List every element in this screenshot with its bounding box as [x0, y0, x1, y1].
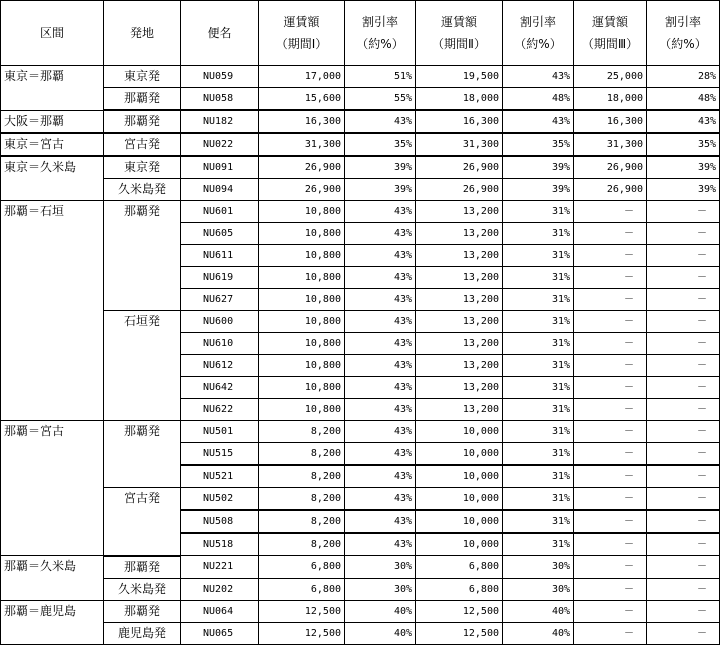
route-cell: 東京＝那覇 — [1, 66, 104, 111]
fare-period-3-cell: 26,900 — [574, 156, 647, 179]
origin-cell: 那覇発 — [104, 201, 181, 311]
flight-cell: NU065 — [181, 622, 259, 644]
rate-period-2-cell: 43% — [503, 110, 574, 133]
route-cell: 那覇＝石垣 — [1, 201, 104, 421]
rate-period-2-cell: 31% — [503, 488, 574, 511]
fare-period-1-cell: 16,300 — [259, 110, 345, 133]
rate-period-1-cell: 40% — [345, 600, 416, 622]
rate-period-2-cell: 40% — [503, 600, 574, 622]
fare-period-1-cell: 17,000 — [259, 66, 345, 88]
rate-period-2-cell: 40% — [503, 622, 574, 644]
header-route: 区間 — [1, 1, 104, 66]
fare-period-1-cell: 26,900 — [259, 156, 345, 179]
rate-period-2-cell: 31% — [503, 267, 574, 289]
fare-period-3-cell: － — [574, 267, 647, 289]
flight-cell: NU202 — [181, 578, 259, 600]
origin-cell: 那覇発 — [104, 88, 181, 111]
fare-period-3-cell: － — [574, 223, 647, 245]
flight-cell: NU058 — [181, 88, 259, 111]
flight-cell: NU508 — [181, 510, 259, 533]
rate-period-3-cell: 39% — [647, 179, 720, 201]
flight-cell: NU091 — [181, 156, 259, 179]
flight-cell: NU605 — [181, 223, 259, 245]
route-cell: 那覇＝久米島 — [1, 556, 104, 601]
fare-period-3-cell: 26,900 — [574, 179, 647, 201]
rate-period-3-cell: － — [647, 289, 720, 311]
fare-period-2-cell: 16,300 — [416, 110, 503, 133]
rate-period-3-cell: － — [647, 399, 720, 421]
rate-period-1-cell: 30% — [345, 556, 416, 579]
rate-period-2-cell: 31% — [503, 421, 574, 443]
rate-period-1-cell: 43% — [345, 267, 416, 289]
fare-period-1-cell: 26,900 — [259, 179, 345, 201]
header-fare-period-2: 運賃額 （期間Ⅱ） — [416, 1, 503, 66]
fare-period-3-cell: － — [574, 578, 647, 600]
rate-period-1-cell: 43% — [345, 421, 416, 443]
rate-period-3-cell: 43% — [647, 110, 720, 133]
flight-cell: NU064 — [181, 600, 259, 622]
origin-cell: 那覇発 — [104, 600, 181, 622]
fare-period-1-cell: 6,800 — [259, 578, 345, 600]
rate-period-1-cell: 43% — [345, 201, 416, 223]
fare-period-3-cell: － — [574, 311, 647, 333]
rate-period-2-cell: 31% — [503, 245, 574, 267]
header-rate-period-1: 割引率 （約%） — [345, 1, 416, 66]
fare-period-3-cell: － — [574, 399, 647, 421]
fare-period-2-cell: 13,200 — [416, 201, 503, 223]
table-row — [1, 88, 720, 111]
flight-cell: NU622 — [181, 399, 259, 421]
flight-cell: NU601 — [181, 201, 259, 223]
fare-period-3-cell: 18,000 — [574, 88, 647, 111]
fare-period-3-cell: － — [574, 533, 647, 556]
fare-period-1-cell: 8,200 — [259, 533, 345, 556]
rate-period-3-cell: 39% — [647, 156, 720, 179]
origin-cell: 久米島発 — [104, 578, 181, 600]
rate-period-1-cell: 43% — [345, 289, 416, 311]
fare-period-1-cell: 10,800 — [259, 245, 345, 267]
rate-period-3-cell: － — [647, 223, 720, 245]
fare-period-3-cell: － — [574, 600, 647, 622]
fare-period-3-cell: － — [574, 421, 647, 443]
table-row — [1, 133, 720, 156]
rate-period-3-cell: 28% — [647, 66, 720, 88]
table-row — [1, 556, 720, 579]
fare-period-1-cell: 6,800 — [259, 556, 345, 579]
rate-period-2-cell: 31% — [503, 311, 574, 333]
fare-period-3-cell: － — [574, 443, 647, 466]
rate-period-1-cell: 43% — [345, 443, 416, 466]
fare-period-3-cell: 25,000 — [574, 66, 647, 88]
fare-period-1-cell: 8,200 — [259, 443, 345, 466]
rate-period-3-cell: 35% — [647, 133, 720, 156]
table-row — [1, 488, 720, 511]
rate-period-3-cell: － — [647, 245, 720, 267]
fare-period-1-cell: 10,800 — [259, 267, 345, 289]
rate-period-1-cell: 40% — [345, 622, 416, 644]
fare-period-2-cell: 6,800 — [416, 578, 503, 600]
rate-period-2-cell: 31% — [503, 289, 574, 311]
flight-cell: NU501 — [181, 421, 259, 443]
fare-period-3-cell: － — [574, 510, 647, 533]
fare-period-3-cell: － — [574, 289, 647, 311]
rate-period-2-cell: 31% — [503, 223, 574, 245]
rate-period-1-cell: 43% — [345, 355, 416, 377]
fare-period-3-cell: － — [574, 556, 647, 579]
rate-period-3-cell: － — [647, 377, 720, 399]
fare-period-2-cell: 13,200 — [416, 267, 503, 289]
rate-period-3-cell: － — [647, 465, 720, 488]
rate-period-3-cell: － — [647, 201, 720, 223]
rate-period-1-cell: 43% — [345, 245, 416, 267]
fare-period-2-cell: 26,900 — [416, 156, 503, 179]
fare-period-1-cell: 31,300 — [259, 133, 345, 156]
flight-cell: NU502 — [181, 488, 259, 511]
table-row — [1, 578, 720, 600]
fare-period-1-cell: 10,800 — [259, 333, 345, 355]
rate-period-2-cell: 35% — [503, 133, 574, 156]
fare-period-2-cell: 13,200 — [416, 223, 503, 245]
fare-period-2-cell: 13,200 — [416, 333, 503, 355]
fare-period-3-cell: － — [574, 622, 647, 644]
fare-period-2-cell: 19,500 — [416, 66, 503, 88]
rate-period-3-cell: － — [647, 510, 720, 533]
rate-period-2-cell: 31% — [503, 333, 574, 355]
fare-period-2-cell: 13,200 — [416, 289, 503, 311]
origin-cell: 東京発 — [104, 66, 181, 88]
rate-period-1-cell: 43% — [345, 110, 416, 133]
fare-period-1-cell: 8,200 — [259, 465, 345, 488]
rate-period-2-cell: 31% — [503, 355, 574, 377]
fare-period-2-cell: 10,000 — [416, 533, 503, 556]
fare-period-1-cell: 8,200 — [259, 488, 345, 511]
fare-period-2-cell: 12,500 — [416, 622, 503, 644]
fare-period-2-cell: 13,200 — [416, 355, 503, 377]
route-cell: 那覇＝宮古 — [1, 421, 104, 556]
rate-period-3-cell: － — [647, 622, 720, 644]
rate-period-2-cell: 31% — [503, 533, 574, 556]
rate-period-1-cell: 43% — [345, 333, 416, 355]
fare-period-3-cell: 16,300 — [574, 110, 647, 133]
fare-period-3-cell: － — [574, 245, 647, 267]
header-fare-period-1: 運賃額 （期間Ⅰ） — [259, 1, 345, 66]
rate-period-1-cell: 43% — [345, 533, 416, 556]
table-row — [1, 179, 720, 201]
rate-period-3-cell: － — [647, 600, 720, 622]
fare-period-1-cell: 10,800 — [259, 355, 345, 377]
rate-period-1-cell: 43% — [345, 311, 416, 333]
fare-period-1-cell: 12,500 — [259, 600, 345, 622]
fare-period-3-cell: － — [574, 355, 647, 377]
fare-period-2-cell: 13,200 — [416, 399, 503, 421]
header-rate-period-3: 割引率 （約%） — [647, 1, 720, 66]
flight-cell: NU094 — [181, 179, 259, 201]
flight-cell: NU611 — [181, 245, 259, 267]
fare-period-3-cell: 31,300 — [574, 133, 647, 156]
rate-period-1-cell: 43% — [345, 223, 416, 245]
fare-period-2-cell: 6,800 — [416, 556, 503, 579]
origin-cell: 那覇発 — [104, 421, 181, 488]
rate-period-3-cell: 48% — [647, 88, 720, 111]
table-row — [1, 421, 720, 443]
header-rate-period-2: 割引率 （約%） — [503, 1, 574, 66]
origin-cell: 東京発 — [104, 156, 181, 179]
fare-period-1-cell: 12,500 — [259, 622, 345, 644]
fare-period-1-cell: 8,200 — [259, 421, 345, 443]
fare-period-1-cell: 10,800 — [259, 201, 345, 223]
origin-cell: 久米島発 — [104, 179, 181, 201]
header-fare-period-3: 運賃額 （期間Ⅲ） — [574, 1, 647, 66]
flight-cell: NU619 — [181, 267, 259, 289]
fare-period-1-cell: 10,800 — [259, 289, 345, 311]
table-row — [1, 201, 720, 223]
flight-cell: NU610 — [181, 333, 259, 355]
origin-cell: 那覇発 — [104, 556, 181, 579]
fare-period-1-cell: 10,800 — [259, 399, 345, 421]
rate-period-3-cell: － — [647, 267, 720, 289]
fare-period-2-cell: 10,000 — [416, 421, 503, 443]
rate-period-2-cell: 39% — [503, 156, 574, 179]
rate-period-1-cell: 30% — [345, 578, 416, 600]
rate-period-2-cell: 39% — [503, 179, 574, 201]
rate-period-1-cell: 43% — [345, 377, 416, 399]
rate-period-3-cell: － — [647, 578, 720, 600]
origin-cell: 鹿児島発 — [104, 622, 181, 644]
rate-period-1-cell: 43% — [345, 399, 416, 421]
rate-period-1-cell: 55% — [345, 88, 416, 111]
rate-period-2-cell: 31% — [503, 465, 574, 488]
rate-period-3-cell: － — [647, 311, 720, 333]
fare-period-2-cell: 12,500 — [416, 600, 503, 622]
rate-period-2-cell: 31% — [503, 377, 574, 399]
rate-period-3-cell: － — [647, 533, 720, 556]
fare-period-3-cell: － — [574, 201, 647, 223]
header-origin: 発地 — [104, 1, 181, 66]
fare-period-2-cell: 18,000 — [416, 88, 503, 111]
rate-period-2-cell: 48% — [503, 88, 574, 111]
rate-period-3-cell: － — [647, 355, 720, 377]
rate-period-3-cell: － — [647, 333, 720, 355]
rate-period-2-cell: 30% — [503, 556, 574, 579]
rate-period-1-cell: 39% — [345, 179, 416, 201]
route-cell: 東京＝宮古 — [1, 133, 104, 156]
rate-period-2-cell: 30% — [503, 578, 574, 600]
fare-period-3-cell: － — [574, 377, 647, 399]
fare-period-2-cell: 13,200 — [416, 311, 503, 333]
table-row — [1, 66, 720, 88]
flight-cell: NU518 — [181, 533, 259, 556]
table-row — [1, 600, 720, 622]
rate-period-1-cell: 51% — [345, 66, 416, 88]
rate-period-1-cell: 43% — [345, 510, 416, 533]
rate-period-3-cell: － — [647, 443, 720, 466]
rate-period-2-cell: 31% — [503, 443, 574, 466]
table-row — [1, 156, 720, 179]
flight-cell: NU627 — [181, 289, 259, 311]
fare-period-1-cell: 10,800 — [259, 377, 345, 399]
header-flight: 便名 — [181, 1, 259, 66]
rate-period-2-cell: 31% — [503, 399, 574, 421]
rate-period-2-cell: 43% — [503, 66, 574, 88]
rate-period-3-cell: － — [647, 488, 720, 511]
fare-period-1-cell: 10,800 — [259, 311, 345, 333]
flight-cell: NU182 — [181, 110, 259, 133]
rate-period-1-cell: 43% — [345, 488, 416, 511]
table-row — [1, 110, 720, 133]
route-cell: 大阪＝那覇 — [1, 110, 104, 133]
fare-period-1-cell: 10,800 — [259, 223, 345, 245]
fare-period-2-cell: 13,200 — [416, 377, 503, 399]
origin-cell: 那覇発 — [104, 110, 181, 133]
fare-period-3-cell: － — [574, 488, 647, 511]
route-cell: 東京＝久米島 — [1, 156, 104, 201]
origin-cell: 石垣発 — [104, 311, 181, 421]
rate-period-2-cell: 31% — [503, 510, 574, 533]
fare-period-2-cell: 10,000 — [416, 488, 503, 511]
fare-period-2-cell: 10,000 — [416, 443, 503, 466]
fare-period-2-cell: 13,200 — [416, 245, 503, 267]
rate-period-3-cell: － — [647, 556, 720, 579]
flight-cell: NU600 — [181, 311, 259, 333]
rate-period-3-cell: － — [647, 421, 720, 443]
fare-period-3-cell: － — [574, 465, 647, 488]
rate-period-1-cell: 43% — [345, 465, 416, 488]
fare-period-1-cell: 8,200 — [259, 510, 345, 533]
rate-period-1-cell: 39% — [345, 156, 416, 179]
rate-period-2-cell: 31% — [503, 201, 574, 223]
rate-period-1-cell: 35% — [345, 133, 416, 156]
fare-period-2-cell: 10,000 — [416, 465, 503, 488]
origin-cell: 宮古発 — [104, 488, 181, 556]
flight-cell: NU642 — [181, 377, 259, 399]
flight-cell: NU221 — [181, 556, 259, 579]
fare-period-1-cell: 15,600 — [259, 88, 345, 111]
header-row — [1, 1, 720, 66]
fare-period-3-cell: － — [574, 333, 647, 355]
fare-period-2-cell: 26,900 — [416, 179, 503, 201]
flight-cell: NU059 — [181, 66, 259, 88]
origin-cell: 宮古発 — [104, 133, 181, 156]
fare-period-2-cell: 10,000 — [416, 510, 503, 533]
route-cell: 那覇＝鹿児島 — [1, 600, 104, 644]
flight-cell: NU612 — [181, 355, 259, 377]
table-row — [1, 311, 720, 333]
flight-cell: NU521 — [181, 465, 259, 488]
flight-cell: NU022 — [181, 133, 259, 156]
flight-cell: NU515 — [181, 443, 259, 466]
fare-period-2-cell: 31,300 — [416, 133, 503, 156]
